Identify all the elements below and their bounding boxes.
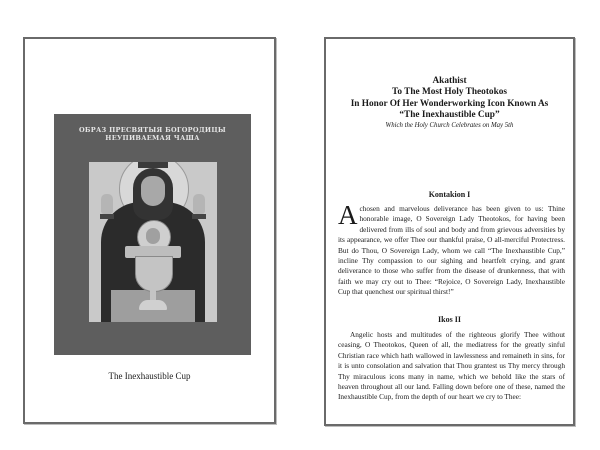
icon-panel [89,162,217,322]
chalice-base [139,300,167,310]
title-line-1: Akathist [432,76,467,86]
title-line-3: In Honor Of Her Wonderworking Icon Known As [350,98,549,109]
section-heading-ikos-2: Ikos II [438,315,461,324]
child-face-shape [146,228,160,244]
left-page [23,37,276,424]
icon-caption: The Inexhaustible Cup [108,371,191,381]
title-line-4: “The Inexhaustible Cup” [399,109,500,120]
left-cuff-shape [100,214,114,219]
face-shape [141,176,165,206]
section-text-ikos-2: Angelic hosts and multitudes of the righteous glorify Thee without ceasing, O Theotokos, Queen of all, the mediatress for the greatly sinful Christian race which hath wallowed in lawlessness and remaineth in sins, for it is unto consolation and salvation that Thou grantest us Thy mercy through Thy miraculous icons many in name, which we behold like the stars of heaven throughout all our land. Falling down before one of these, named the Inexhaustible Cup, from the depth of our heart we cry to Thee: [338,330,565,402]
section-text-kontakion-1 [338,200,565,298]
title-block [326,76,573,130]
section-heading-kontakion-1: Kontakion I [428,190,471,199]
right-hand-shape [193,194,205,214]
right-cuff-shape [192,214,206,219]
left-hand-shape [101,194,113,214]
kontakion-1-body: chosen and marvelous deliverance has been given to us: Thine honorable image, O Sovereign Lady Theotokos, for having been delivered from ills of soul and body and from grievous adversities by its appearance, we offer Thee our thankful praise, O all-merciful Protectress. But do Thou, O Sovereign Lady, whom we call “The Inexhaustible Cup,” incline Thy compassion to our sighing and heartfelt crying, and grant deliverance to those who suffer from the disease of drunkenness, that with faith we may cry out to Thee: “Rejoice, O Sovereign Lady, Inexhaustible Cup that quenchest our spiritual thirst!” [338,204,565,297]
icon-inscription: ОБРАЗ ПРЕСВЯТЫЯ БОГОРОДИЦЫ НЕУПИВАЕМАЯ ЧАША [78,126,227,142]
subtitle: Which the Holy Church Celebrates on May 5th [385,122,514,130]
right-page [324,37,575,426]
icon-image-inexhaustible-cup [54,114,251,355]
crown-shape [138,162,168,168]
title-line-2: To The Most Holy Theotokos [391,87,508,98]
drop-cap: A [338,200,358,230]
chalice-icon [135,256,173,292]
